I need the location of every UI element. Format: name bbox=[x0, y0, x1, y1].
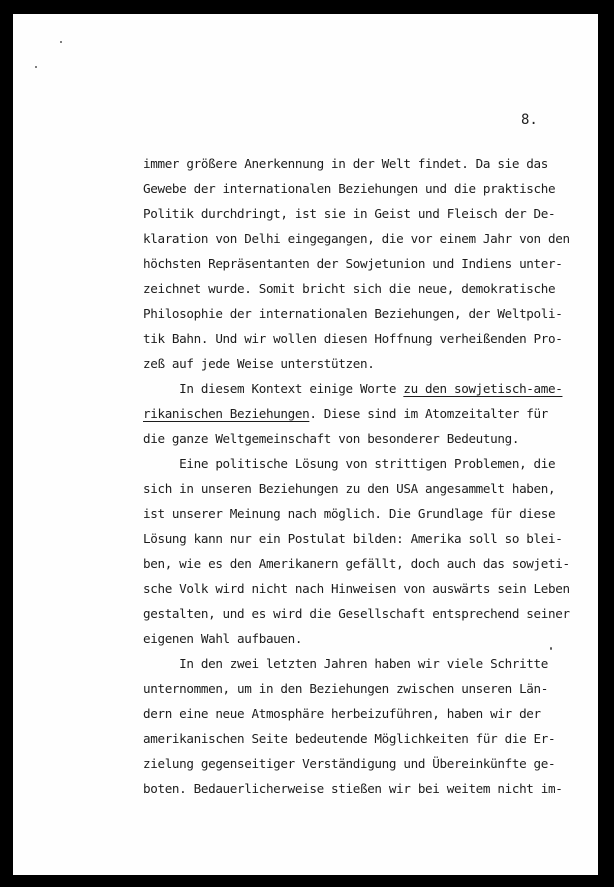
text-line: zeß auf jede Weise unterstützen. bbox=[143, 356, 375, 371]
text-line: höchsten Repräsentanten der Sowjetunion und Indiens unter- bbox=[143, 256, 563, 271]
text-line: Gewebe der internationalen Beziehungen und die praktische bbox=[143, 181, 556, 196]
document-page bbox=[13, 14, 598, 875]
text-line: amerikanischen Seite bedeutende Möglichkeiten für die Er- bbox=[143, 731, 556, 746]
text-line bbox=[143, 381, 562, 396]
text-line: die ganze Weltgemeinschaft von besonderer Bedeutung. bbox=[143, 431, 520, 446]
underlined-phrase: rikanischen Beziehungen bbox=[143, 406, 310, 421]
text-line: ist unserer Meinung nach möglich. Die Grundlage für diese bbox=[143, 506, 556, 521]
text-line: eigenen Wahl aufbauen. bbox=[143, 631, 303, 646]
text-line: boten. Bedauerlicherweise stießen wir bei weitem nicht im- bbox=[143, 781, 563, 796]
text-line: Politik durchdringt, ist sie in Geist und Fleisch der De- bbox=[143, 206, 556, 221]
text-line: zeichnet wurde. Somit bricht sich die neue, demokratische bbox=[143, 281, 556, 296]
body-text bbox=[13, 14, 598, 875]
text-line: In den zwei letzten Jahren haben wir viele Schritte bbox=[143, 656, 548, 671]
text-line: ben, wie es den Amerikanern gefällt, doch auch das sowjeti- bbox=[143, 556, 570, 571]
text-line: sich in unseren Beziehungen zu den USA angesammelt haben, bbox=[143, 481, 556, 496]
underlined-phrase: zu den sowjetisch-ame- bbox=[403, 381, 563, 396]
text-line: sche Volk wird nicht nach Hinweisen von auswärts sein Leben bbox=[143, 581, 570, 596]
text-line: tik Bahn. Und wir wollen diesen Hoffnung verheißenden Pro- bbox=[143, 331, 563, 346]
text-line bbox=[143, 406, 548, 421]
text-line: gestalten, und es wird die Gesellschaft entsprechend seiner bbox=[143, 606, 570, 621]
text-line: Philosophie der internationalen Beziehungen, der Weltpoli- bbox=[143, 306, 563, 321]
text-fragment: . Diese sind im Atomzeitalter für bbox=[309, 406, 549, 421]
text-line: Eine politische Lösung von strittigen Problemen, die bbox=[143, 456, 556, 471]
text-line: dern eine neue Atmosphäre herbeizuführen, haben wir der bbox=[143, 706, 541, 721]
text-line: zielung gegenseitiger Verständigung und Übereinkünfte ge- bbox=[143, 756, 556, 771]
text-line: unternommen, um in den Beziehungen zwischen unseren Län- bbox=[143, 681, 548, 696]
page-number: 8. bbox=[521, 112, 538, 128]
text-line: Lösung kann nur ein Postulat bilden: Amerika soll so blei- bbox=[143, 531, 563, 546]
text-line: immer größere Anerkennung in der Welt findet. Da sie das bbox=[143, 156, 548, 171]
text-fragment: In diesem Kontext einige Worte bbox=[143, 381, 404, 396]
text-line: klaration von Delhi eingegangen, die vor einem Jahr von den bbox=[143, 231, 570, 246]
